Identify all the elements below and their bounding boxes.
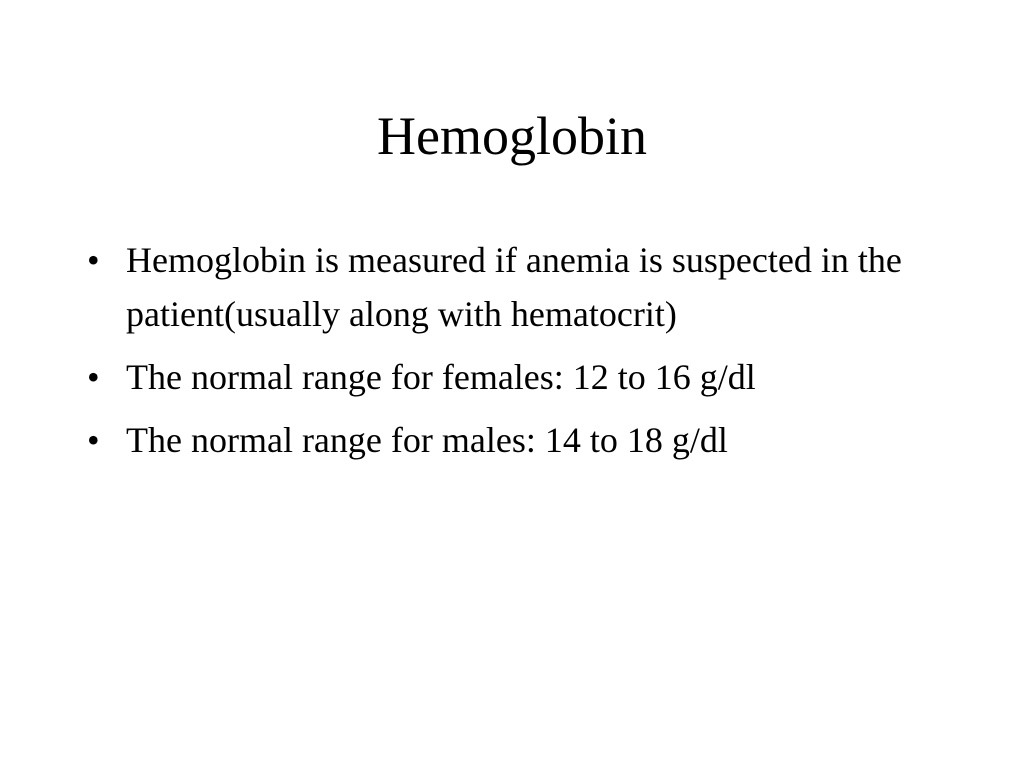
bullet-text-1: Hemoglobin is measured if anemia is suspected in the patient(usually along with hematocrit)	[126, 240, 902, 334]
bullet-icon: •	[87, 357, 100, 397]
bullet-text-2: The normal range for females: 12 to 16 g/dl	[126, 357, 756, 397]
bullet-item-1	[0, 233, 1024, 341]
bullet-icon: •	[87, 420, 100, 460]
slide-title: Hemoglobin	[377, 106, 647, 166]
bullet-item-3	[0, 413, 1024, 467]
bullet-list	[0, 233, 1024, 476]
bullet-item-2	[0, 350, 1024, 404]
bullet-text-3: The normal range for males: 14 to 18 g/dl	[126, 420, 728, 460]
bullet-icon: •	[87, 240, 100, 280]
